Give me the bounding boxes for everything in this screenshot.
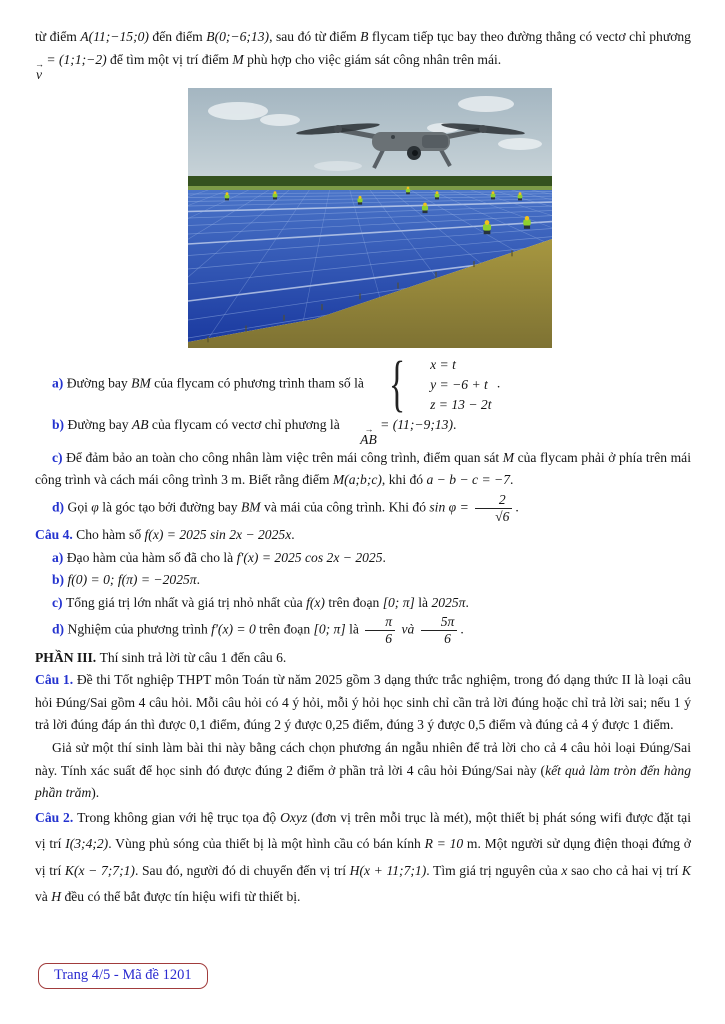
statement-d-q4: d) Nghiệm của phương trình f′(x) = 0 trên đoạn [0; π] là $\frac{\pi}{6}$ và $\frac{5\pi}{6}$ .: [52, 614, 464, 647]
statement-a-q4: a) Đạo hàm của hàm số đã cho là f′(x) = 2025 cos 2x − 2025.: [52, 549, 386, 565]
question-1-paragraph: Câu 1. Đề thi Tốt nghiệp THPT môn Toán từ năm 2025 gồm 3 dạng thức trắc nghiệm, trong đó dạng thức II là loại câu hỏi Đúng/Sai gồm 4 câu hỏi. Mỗi câu hỏi có 4 ý hỏi, mỗi ý hỏi học sinh chỉ cần trả lời đúng hoặc chỉ trả lời sai; nếu 1 ý trả lời đúng đáp án thì được 0,1 điểm, đúng 2 ý được 0,25 điểm, đúng 3 ý được 0,5 điểm và đúng cả 4 ý được 1 điểm.: [35, 672, 691, 733]
question-2-paragraph: Câu 2. Trong không gian với hệ trục tọa độ Oxyz (đơn vị trên mỗi trục là mét), một thiết bị phát sóng wifi được đặt tại vị trí I(3;4;2). Vùng phủ sóng của thiết bị là một hình cầu có bán kính R = 10 m. Một người sử dụng điện thoại đứng ở vị trí K(x − 7;7;1). Sau đó, người đó di chuyển đến vị trí H(x + 11;7;1). Tìm giá trị nguyên của x sao cho cả hai vị trí K và H đều có thể bắt được tín hiệu wifi từ thiết bị.: [35, 809, 691, 905]
statement-b-q4: b) f(0) = 0; f(π) = −2025π.: [52, 572, 201, 588]
statement-d-q3: d) Gọi φ là góc tạo bởi đường bay BM và mái của công trình. Khi đó sin φ = $\frac{2}{√6}$ .: [52, 491, 519, 524]
question-1-paragraph-2: Giả sử một thí sinh làm bài thi này bằng cách chọn phương án ngẫu nhiên để trả lời cho cả 4 câu hỏi loại Đúng/Sai này. Tính xác suất để học sinh đó được đúng 2 điểm ở phần trả lời 4 câu hỏi Đúng/Sai này (kết quả làm tròn đến hàng phần trăm).: [35, 739, 691, 801]
statement-c-q4: c) Tổng giá trị lớn nhất và giá trị nhỏ nhất của f(x) trên đoạn [0; π] là 2025π.: [52, 594, 469, 610]
statement-a-q3: a) Đường bay BM của flycam có phương trình tham số là { x = t y = −6 + t z = 13 − 2t .: [52, 350, 501, 419]
page-footer-box: [38, 963, 208, 989]
part-3-heading: PHẦN III. Thí sinh trả lời từ câu 1 đến câu 6.: [35, 649, 287, 665]
page-footer-text: Trang 4/5 - Mã đề 1201: [54, 967, 192, 983]
statement-c-q3: c) Để đảm bảo an toàn cho công nhân làm việc trên mái công trình, điểm quan sát M của flycam phải ở phía trên mái công trình và cách mái công trình 3 m. Biết rằng điểm M(a;b;c), khi đó a − b − c = −7.: [35, 449, 691, 488]
figure-flycam-photo: [188, 88, 552, 348]
statement-b-q3: b) Đường bay AB của flycam có vectơ chỉ phương là → AB = (11;−9;13).: [52, 417, 457, 448]
question-4-heading: Câu 4. Cho hàm số f(x) = 2025 sin 2x − 2025x.: [35, 527, 295, 543]
flycam-photo-graphic: [188, 88, 552, 348]
intro-paragraph: từ điểm A(11;−15;0) đến điểm B(0;−6;13), sau đó từ điểm B flycam tiếp tục bay theo đường thẳng có vectơ chỉ phương → v = (1;1;−2) để tìm một vị trí điểm M phù hợp cho việc giám sát công nhân trên mái.: [35, 29, 691, 82]
